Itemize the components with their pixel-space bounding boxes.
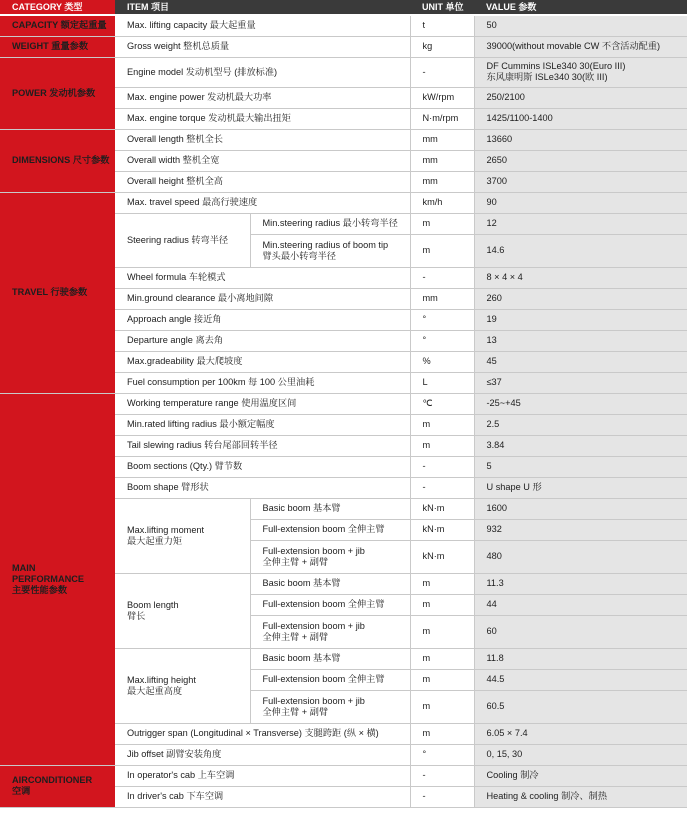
unit-cell: - [410, 477, 474, 498]
value-cell: 1425/1100-1400 [474, 108, 687, 129]
item-line: Boom length [127, 599, 179, 610]
category-weight: WEIGHT 重量参数 [0, 36, 115, 57]
item-cell: Wheel formula 车轮模式 [115, 267, 410, 288]
item-cell: Outrigger span (Longitudinal × Transverse) 支腿跨距 (纵 × 横) [115, 723, 410, 744]
item-cell [115, 573, 250, 648]
unit-cell: t [410, 15, 474, 36]
unit-cell: mm [410, 288, 474, 309]
category-travel: TRAVEL 行驶参数 [0, 192, 115, 393]
value-cell: 260 [474, 288, 687, 309]
value-cell: 50 [474, 15, 687, 36]
header-category: CATEGORY 类型 [0, 0, 115, 15]
unit-cell: m [410, 723, 474, 744]
item-cell: Boom shape 臂形状 [115, 477, 410, 498]
unit-cell: m [410, 615, 474, 648]
unit-cell: ° [410, 309, 474, 330]
unit-cell: kg [410, 36, 474, 57]
unit-cell: m [410, 594, 474, 615]
item-line: Max.lifting height [127, 674, 196, 685]
sub-item-cell: Full-extension boom 全伸主臂 [250, 594, 410, 615]
value-cell: 6.05 × 7.4 [474, 723, 687, 744]
value-cell: 19 [474, 309, 687, 330]
unit-cell: kW/rpm [410, 87, 474, 108]
value-cell: 13 [474, 330, 687, 351]
item-cell: Steering radius 转弯半径 [115, 213, 250, 267]
table-row [0, 393, 687, 414]
unit-cell: mm [410, 129, 474, 150]
value-cell: 11.8 [474, 648, 687, 669]
unit-cell: m [410, 234, 474, 267]
unit-cell: - [410, 765, 474, 786]
sub-item-line: 臂头最小转弯半径 [262, 250, 336, 261]
item-line: 最大起重高度 [127, 685, 183, 696]
item-cell: Approach angle 接近角 [115, 309, 410, 330]
item-cell: Gross weight 整机总质量 [115, 36, 410, 57]
value-cell: 250/2100 [474, 87, 687, 108]
value-line: 东风康明斯 ISLe340 30(欧 III) [486, 72, 608, 82]
value-cell: 39000(without movable CW 不含活动配重) [474, 36, 687, 57]
unit-cell: m [410, 648, 474, 669]
sub-item-cell [250, 540, 410, 573]
value-cell: 3.84 [474, 435, 687, 456]
category-line: 空调 [12, 786, 31, 796]
table-row [0, 765, 687, 786]
sub-item-line: Full-extension boom + jib [262, 545, 365, 556]
item-cell: Overall height 整机全高 [115, 171, 410, 192]
unit-cell: m [410, 690, 474, 723]
item-cell: Max. travel speed 最高行驶速度 [115, 192, 410, 213]
value-cell: 932 [474, 519, 687, 540]
value-cell: 11.3 [474, 573, 687, 594]
unit-cell: kN·m [410, 519, 474, 540]
sub-item-cell: Full-extension boom 全伸主臂 [250, 519, 410, 540]
item-cell: Engine model 发动机型号 (排放标准) [115, 57, 410, 87]
item-line: 臂长 [127, 610, 146, 621]
item-line: Max.lifting moment [127, 524, 205, 535]
value-cell: 0, 15, 30 [474, 744, 687, 765]
sub-item-line: 全伸主臂 + 副臂 [262, 631, 329, 642]
item-cell: Boom sections (Qty.) 臂节数 [115, 456, 410, 477]
item-cell: In driver's cab 下车空调 [115, 786, 410, 807]
item-cell: Min.ground clearance 最小离地间隙 [115, 288, 410, 309]
unit-cell: km/h [410, 192, 474, 213]
category-line: PERFORMANCE [12, 573, 84, 584]
value-cell: 2650 [474, 150, 687, 171]
value-cell: 5 [474, 456, 687, 477]
unit-cell: - [410, 456, 474, 477]
value-cell: 90 [474, 192, 687, 213]
value-cell: 1600 [474, 498, 687, 519]
unit-cell: kN·m [410, 498, 474, 519]
value-cell: 13660 [474, 129, 687, 150]
value-cell: 480 [474, 540, 687, 573]
item-cell: Departure angle 离去角 [115, 330, 410, 351]
item-cell: Max. engine power 发动机最大功率 [115, 87, 410, 108]
table-row [0, 57, 687, 87]
unit-cell: m [410, 573, 474, 594]
item-cell [115, 498, 250, 573]
value-cell: 44.5 [474, 669, 687, 690]
unit-cell: ℃ [410, 393, 474, 414]
sub-item-line: 全伸主臂 + 副臂 [262, 706, 329, 717]
item-cell: Working temperature range 使用温度区间 [115, 393, 410, 414]
sub-item-cell [250, 234, 410, 267]
unit-cell: ° [410, 330, 474, 351]
table-row [0, 192, 687, 213]
header-value: VALUE 参数 [474, 0, 687, 15]
unit-cell: - [410, 57, 474, 87]
item-cell: Max.gradeability 最大爬坡度 [115, 351, 410, 372]
value-cell: 45 [474, 351, 687, 372]
value-cell: Heating & cooling 制冷、制热 [474, 786, 687, 807]
item-cell: Overall width 整机全宽 [115, 150, 410, 171]
unit-cell: mm [410, 150, 474, 171]
category-airconditioner [0, 765, 115, 807]
item-cell: Tail slewing radius 转台尾部回转半径 [115, 435, 410, 456]
category-line: 主要性能参数 [12, 584, 68, 595]
unit-cell: kN·m [410, 540, 474, 573]
unit-cell: - [410, 786, 474, 807]
header-item: ITEM 项目 [115, 0, 410, 15]
item-cell: Max. lifting capacity 最大起重量 [115, 15, 410, 36]
value-cell: 14.6 [474, 234, 687, 267]
category-power: POWER 发动机参数 [0, 57, 115, 129]
unit-cell: % [410, 351, 474, 372]
category-dimensions: DIMENSIONS 尺寸参数 [0, 129, 115, 192]
value-cell: U shape U 形 [474, 477, 687, 498]
item-cell: Overall length 整机全长 [115, 129, 410, 150]
sub-item-cell [250, 690, 410, 723]
sub-item-cell: Full-extension boom 全伸主臂 [250, 669, 410, 690]
item-cell [115, 648, 250, 723]
value-cell: 3700 [474, 171, 687, 192]
item-cell: Min.rated lifting radius 最小额定幅度 [115, 414, 410, 435]
value-cell: 60 [474, 615, 687, 648]
sub-item-line: Full-extension boom + jib [262, 620, 365, 631]
value-cell [474, 57, 687, 87]
value-line: DF Cummins ISLe340 30(Euro III) [486, 61, 626, 71]
value-cell: -25~+45 [474, 393, 687, 414]
item-cell: In operator's cab 上车空调 [115, 765, 410, 786]
category-line: MAIN [12, 562, 36, 573]
category-line: AIRCONDITIONER [12, 775, 93, 785]
value-cell: 60.5 [474, 690, 687, 723]
sub-item-line: Min.steering radius of boom tip [262, 239, 389, 250]
table-row [0, 15, 687, 36]
sub-item-cell: Basic boom 基本臂 [250, 648, 410, 669]
sub-item-cell: Basic boom 基本臂 [250, 573, 410, 594]
category-main-performance [0, 393, 115, 765]
table-row [0, 129, 687, 150]
item-cell: Fuel consumption per 100km 每 100 公里油耗 [115, 372, 410, 393]
unit-cell: - [410, 267, 474, 288]
sub-item-cell: Min.steering radius 最小转弯半径 [250, 213, 410, 234]
unit-cell: m [410, 213, 474, 234]
unit-cell: m [410, 435, 474, 456]
unit-cell: m [410, 669, 474, 690]
item-cell: Jib offset 副臂安装角度 [115, 744, 410, 765]
table-row [0, 36, 687, 57]
unit-cell: mm [410, 171, 474, 192]
value-cell: 8 × 4 × 4 [474, 267, 687, 288]
value-cell: ≤37 [474, 372, 687, 393]
header-row [0, 0, 687, 15]
header-unit: UNIT 单位 [410, 0, 474, 15]
unit-cell: L [410, 372, 474, 393]
value-cell: 12 [474, 213, 687, 234]
unit-cell: ° [410, 744, 474, 765]
sub-item-cell [250, 615, 410, 648]
value-cell: 44 [474, 594, 687, 615]
unit-cell: m [410, 414, 474, 435]
category-capacity: CAPACITY 额定起重量 [0, 15, 115, 36]
item-line: 最大起重力矩 [127, 535, 183, 546]
sub-item-line: Full-extension boom + jib [262, 695, 365, 706]
value-cell: 2.5 [474, 414, 687, 435]
sub-item-line: 全伸主臂 + 副臂 [262, 556, 329, 567]
item-cell: Max. engine torque 发动机最大输出扭矩 [115, 108, 410, 129]
unit-cell: N·m/rpm [410, 108, 474, 129]
value-cell: Cooling 制冷 [474, 765, 687, 786]
sub-item-cell: Basic boom 基本臂 [250, 498, 410, 519]
